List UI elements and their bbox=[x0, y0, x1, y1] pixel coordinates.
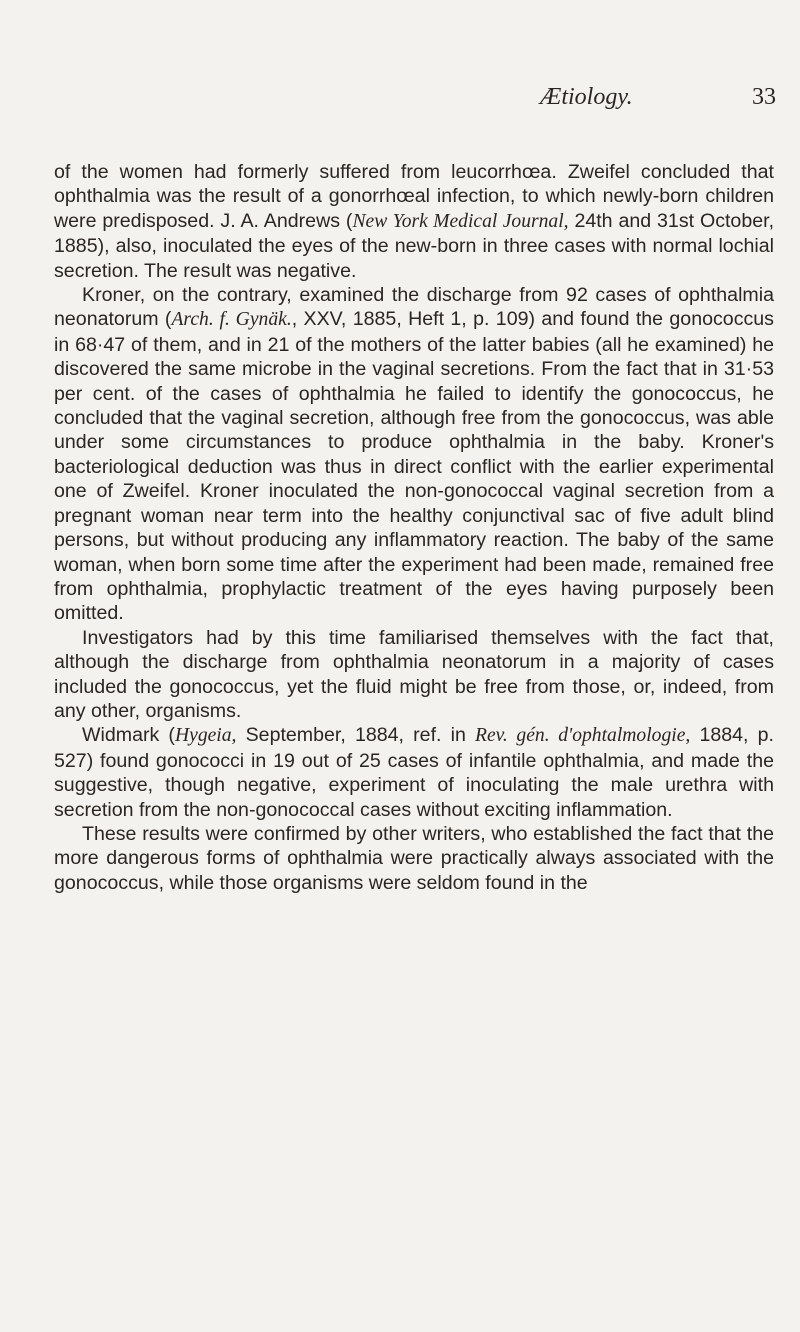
text-run: 24th and 31st October, 1885), also, inoculated the eyes of the new-born in three cases with normal lochial secretion. The result was negative. bbox=[54, 209, 775, 282]
paragraph-5 bbox=[54, 822, 774, 895]
text-run: , XXV, 1885, Heft 1, p. 109) and found the gonococcus in 68·47 of them, and in 21 of the mothers of the latter babies (all he examined) he discovered the same microbe in the vaginal secretions. From the fact that in 31·53 per cent. of the cases of ophthalmia he failed to identify the gonococcus, he concluded that the vaginal secretion, although free from the gonococcus, was able under some circumstances to produce ophthalmia in the baby. Kroner's bacteriological deduction was thus in direct conflict with the earlier experimental one of Zweifel. Kroner inoculated the non-gonococcal vaginal secretion from a pregnant woman near term into the healthy conjunctival sac of five adult blind persons, but without producing any inflammatory reaction. The baby of the same woman, when born some time after the experiment had been made, remained free from ophthalmia, prophylactic treatment of the eyes having purposely been omitted. bbox=[54, 308, 774, 625]
page-number: 33 bbox=[752, 84, 776, 110]
text-run: Investigators had by this time familiarised themselves with the fact that, although the discharge from ophthalmia neonatorum in a majority of cases included the gonococcus, yet the fluid might be free from those, or, indeed, from any other, organisms. bbox=[54, 626, 774, 722]
paragraph-4 bbox=[54, 723, 774, 822]
text-run: These results were confirmed by other writers, who established the fact that the more dangerous forms of ophthalmia were practically always associated with the gonococcus, while those organisms were seldom found in the bbox=[54, 822, 774, 894]
italic-run: Hygeia, bbox=[174, 725, 237, 747]
italic-run: Arch. f. Gynäk. bbox=[171, 309, 292, 331]
body-text bbox=[54, 160, 774, 895]
paragraph-1 bbox=[54, 160, 774, 283]
text-run: 1884, p. 527) found gonococci in 19 out of 25 cases of infantile ophthalmia, and made the suggestive, though negative, experiment of inoculating the male urethra with secretion from the non-gonococcal cases without exciting inflammation. bbox=[54, 724, 774, 821]
text-run: of the women had formerly suffered from leucorrhœa. Zweifel concluded that ophthalmia was the result of a gonorrhœal infection, to which newly-born children were predisposed. J. A. Andrews ( bbox=[54, 161, 774, 232]
text-run: Kroner, on the contrary, examined the discharge from 92 cases of ophthalmia neonatorum ( bbox=[54, 284, 774, 331]
paragraph-2 bbox=[54, 283, 774, 626]
paragraph-3 bbox=[54, 626, 774, 724]
text-run: Widmark ( bbox=[82, 724, 175, 747]
italic-run: New York Medical Journal, bbox=[352, 210, 569, 232]
running-head: Ætiology. bbox=[540, 84, 633, 110]
text-run: September, 1884, ref. in bbox=[236, 724, 476, 747]
italic-run: Rev. gén. d'ophtalmologie, bbox=[475, 725, 691, 747]
